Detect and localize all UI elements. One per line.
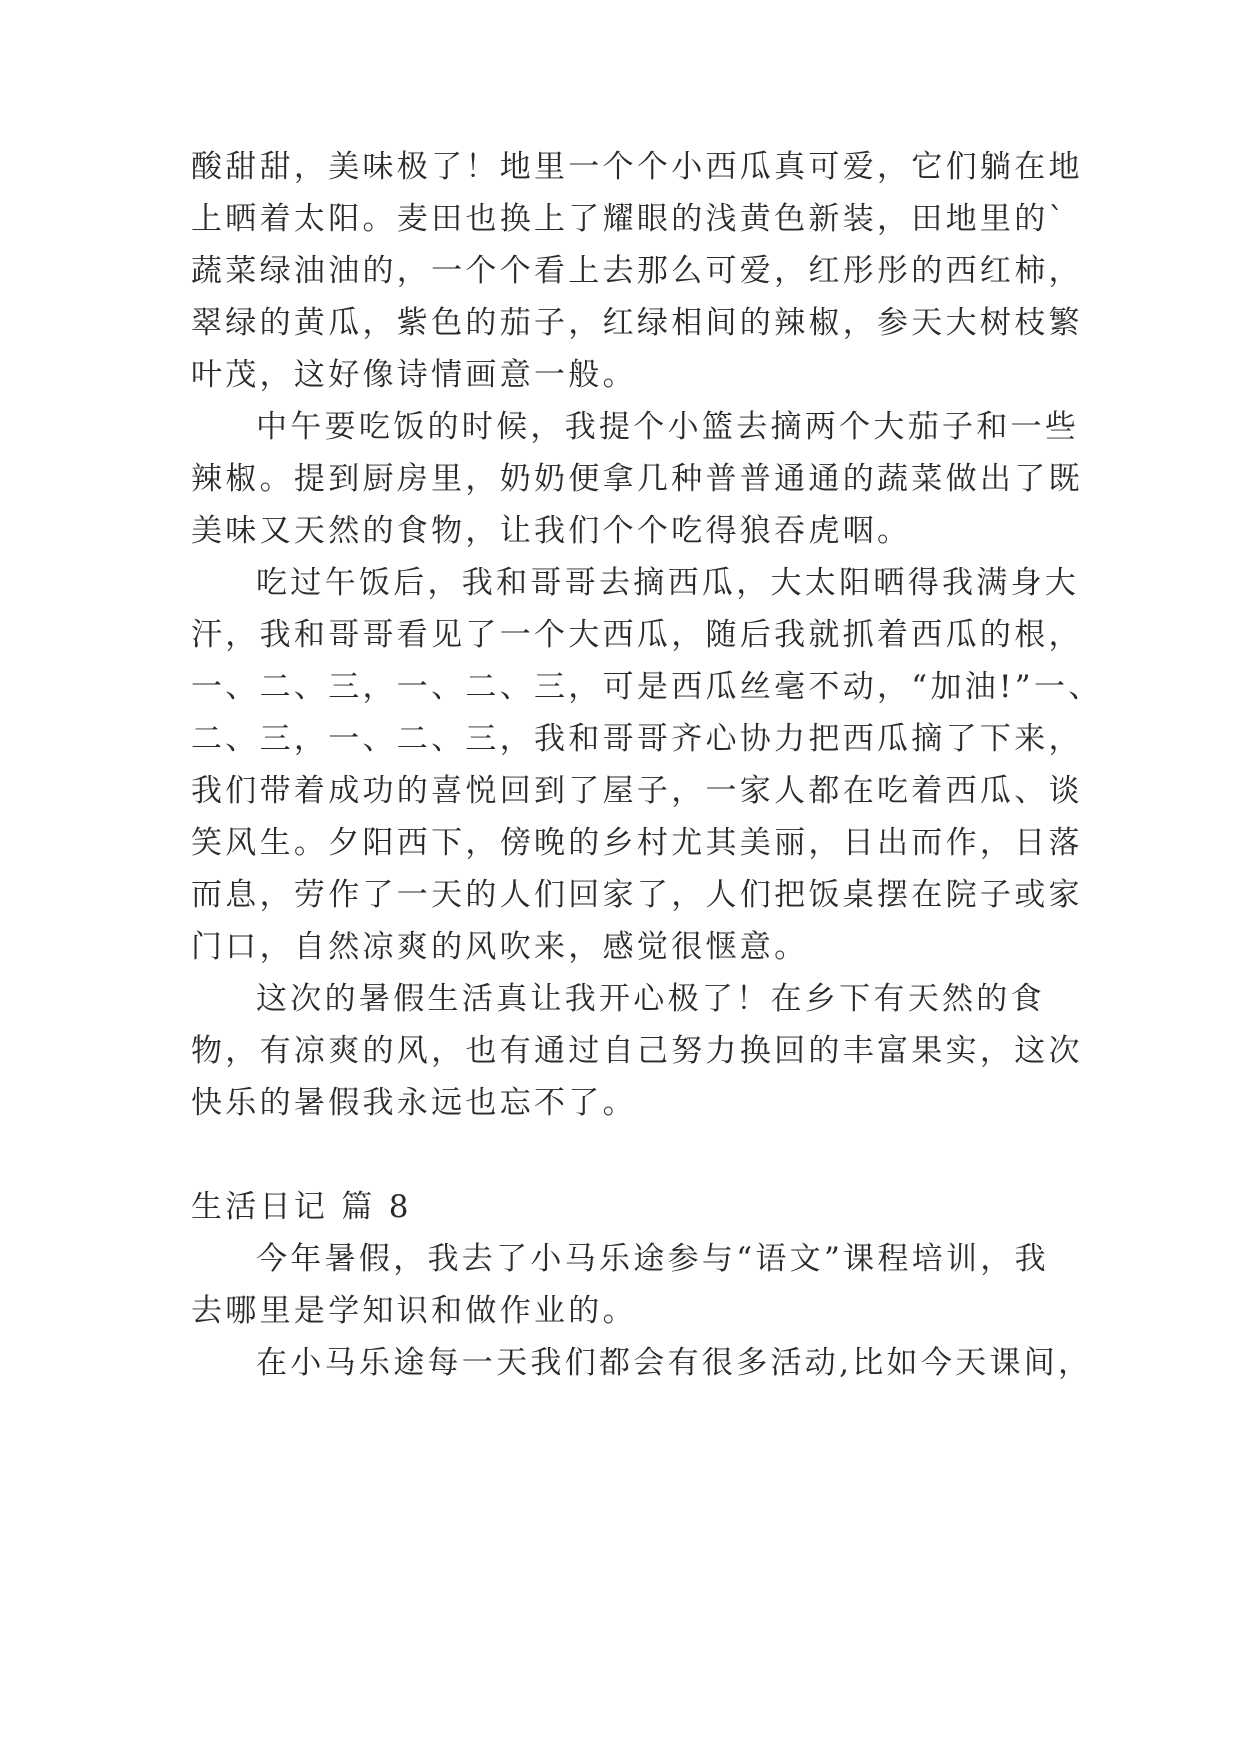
text-line: 二、三，一、二、三，我和哥哥齐心协力把西瓜摘了下来， [191, 721, 1083, 757]
text-line: 辣椒。提到厨房里，奶奶便拿几种普普通通的蔬菜做出了既 [191, 461, 1083, 497]
text-line: 快乐的暑假我永远也忘不了。 [191, 1085, 637, 1121]
text-line: 这次的暑假生活真让我开心极了！在乡下有天然的食 [256, 981, 1045, 1017]
text-line: 酸甜甜，美味极了！地里一个个小西瓜真可爱，它们躺在地 [191, 149, 1083, 185]
text-line: 去哪里是学知识和做作业的。 [191, 1293, 637, 1329]
text-line: 门口，自然凉爽的风吹来，感觉很惬意。 [191, 929, 809, 965]
text-line: 在小马乐途每一天我们都会有很多活动,比如今天课间， [256, 1345, 1093, 1381]
text-line: 而息，劳作了一天的人们回家了，人们把饭桌摆在院子或家 [191, 877, 1083, 913]
text-line: 一、二、三，一、二、三，可是西瓜丝毫不动，“加油!”一、 [191, 669, 1103, 705]
text-line: 上晒着太阳。麦田也换上了耀眼的浅黄色新装，田地里的` [191, 201, 1068, 237]
text-line: 物，有凉爽的风，也有通过自己努力换回的丰富果实，这次 [191, 1033, 1083, 1069]
text-line: 叶茂，这好像诗情画意一般。 [191, 357, 637, 393]
text-line: 蔬菜绿油油的，一个个看上去那么可爱，红彤彤的西红柿， [191, 253, 1083, 289]
text-line: 我们带着成功的喜悦回到了屋子，一家人都在吃着西瓜、谈 [191, 773, 1083, 809]
text-line: 吃过午饭后，我和哥哥去摘西瓜，大太阳晒得我满身大 [256, 565, 1080, 601]
section-heading: 生活日记 篇 8 [191, 1189, 412, 1225]
text-line: 汗，我和哥哥看见了一个大西瓜，随后我就抓着西瓜的根， [191, 617, 1083, 653]
text-line: 中午要吃饭的时候，我提个小篮去摘两个大茄子和一些 [256, 409, 1080, 445]
text-line: 笑风生。夕阳西下，傍晚的乡村尤其美丽，日出而作，日落 [191, 825, 1083, 861]
text-line: 美味又天然的食物，让我们个个吃得狼吞虎咽。 [191, 513, 912, 549]
text-line: 今年暑假，我去了小马乐途参与“语文”课程培训，我 [256, 1241, 1049, 1277]
text-line: 翠绿的黄瓜，紫色的茄子，红绿相间的辣椒，参天大树枝繁 [191, 305, 1083, 341]
